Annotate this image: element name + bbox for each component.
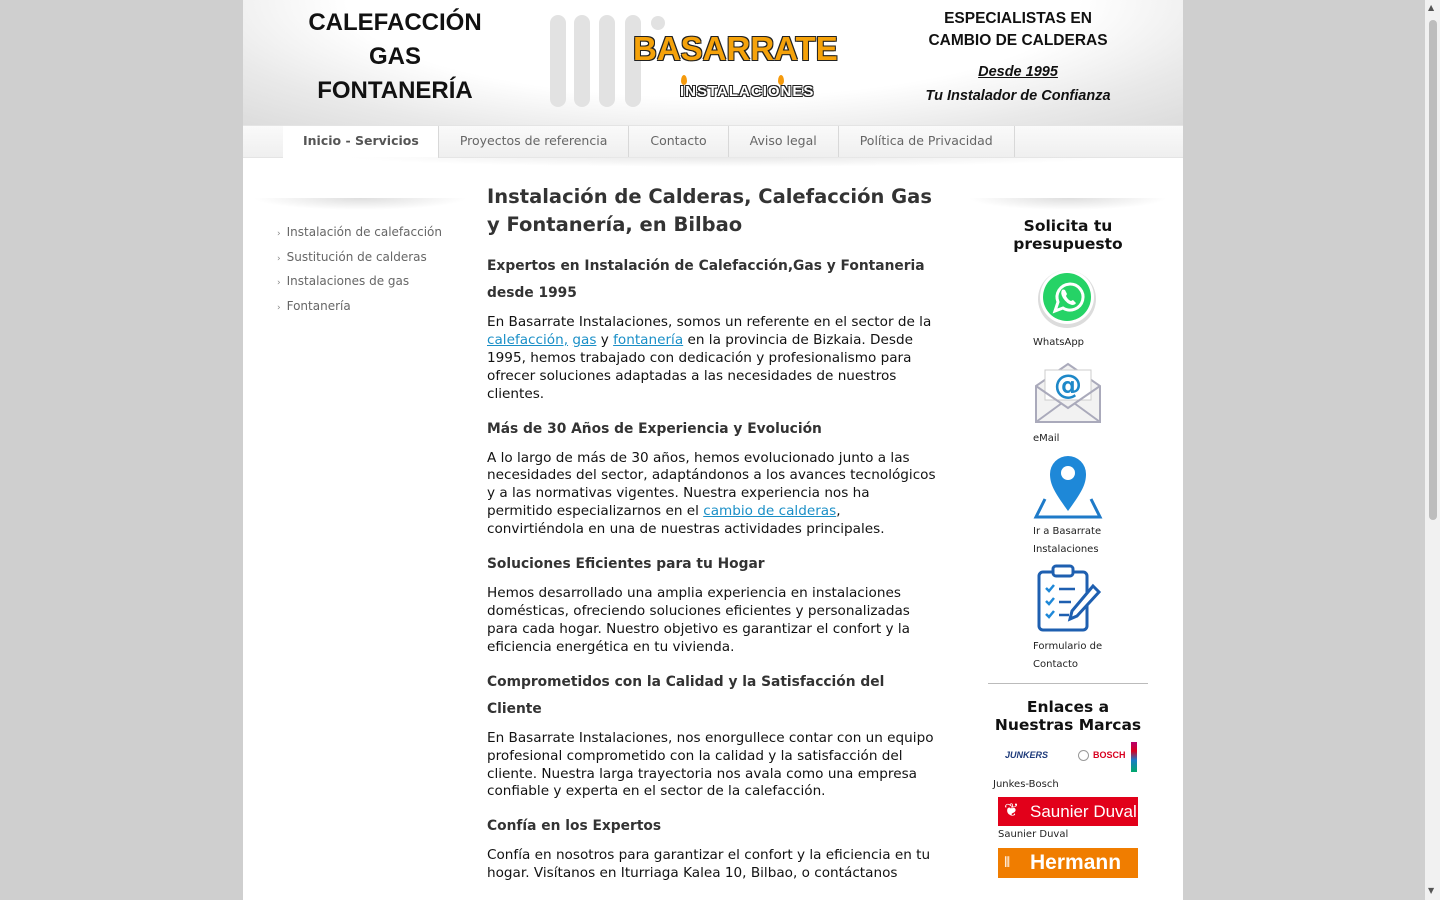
left-sidebar-menu [277,221,442,319]
experience-text: A lo largo de más de 30 años, hemos evolucionado junto a las necesidades del sector, adaptándonos a los avances tecnológicos y a las normativas vigentes. Nuestra experiencia nos ha permitido especializarnos en el [487,449,936,520]
saunier-duval-wordmark: Saunier Duval [1030,802,1137,821]
whatsapp-link[interactable] [1033,268,1143,352]
intro-text: y [596,331,614,348]
sidebar-item-gas[interactable] [277,270,442,295]
heading-experience: Más de 30 Años de Experiencia y Evolución [487,420,822,437]
junkers-wordmark: JUNKERS [1005,750,1049,760]
whatsapp-label: WhatsApp [1033,337,1085,348]
commitment-paragraph: En Basarrate Instalaciones, nos enorgullece contar con un equipo profesional comprometido con la calidad y la satisfacción del cliente. Nuestra larga trayectoria nos avala como una empresa confiable y experta en el sector de la calefacción. [487,729,934,800]
solutions-paragraph: Hemos desarrollado una amplia experiencia en instalaciones domésticas, ofreciendo soluciones eficientes y personalizadas para cada hogar. Nuestro objetivo es garantizar el confort y la eficiencia energética en tu vivienda. [487,585,910,655]
heading-solutions: Soluciones Eficientes para tu Hogar [487,556,765,573]
clipboard-form-icon [1033,564,1103,634]
nav-item-privacidad[interactable]: Política de Privacidad [839,126,1015,157]
email-link[interactable] [1033,356,1143,448]
logo-wordmark[interactable]: BASARRATE [633,30,838,67]
nav-item-aviso-legal[interactable]: Aviso legal [729,126,839,157]
intro-text: en la provincia de Bizkaia. Desde 1995, hemos trabajado con dedicación y profesionalismo para ofrecer soluciones adaptadas a las necesidades de nuestros clientes. [487,331,913,402]
tagline-line2: CAMBIO DE CALDERAS [928,32,1108,49]
scroll-down-icon[interactable]: ▼ [1428,886,1435,895]
sidebar-item-label: Fontanería [286,298,351,313]
link-calefaccion[interactable]: calefacción, [487,331,569,348]
map-label: Ir a Basarrate Instalaciones [1033,526,1102,555]
svg-text:@: @ [1054,367,1082,401]
chevron-right-icon: › [277,253,281,264]
main-content [487,183,939,883]
divider [988,683,1148,684]
left-sidebar-shadow [253,198,468,210]
header-line-plumbing: FONTANERÍA [317,77,473,104]
junkers-bosch-logo [988,742,1138,776]
chevron-right-icon: › [277,278,281,288]
nav-item-proyectos[interactable]: Proyectos de referencia [439,126,630,157]
bosch-icon [1078,750,1089,761]
sidebar-item-label: Instalaciones de gas [286,274,410,288]
bosch-wordmark: BOSCH [1093,750,1126,760]
nav-shadow [343,157,1123,167]
page-title: Instalación de Calderas, Calefacción Gas y Fontanería, en Bilbao [487,185,932,236]
tagline-line1: ESPECIALISTAS EN [944,10,1092,27]
header-line-gas: GAS [368,43,421,70]
header-services-text [293,6,497,108]
map-link[interactable] [1033,449,1143,558]
link-fontaneria[interactable]: fontanería [613,331,684,348]
experience-text: , convirtiéndola en una de nuestras actividades principales. [487,503,885,538]
site-header [243,0,1183,125]
intro-text: En Basarrate Instalaciones, somos un referente en el sector de la [487,314,932,330]
brand-hermann-link[interactable] [998,848,1148,878]
brand-label: Saunier Duval [998,829,1069,840]
flame-icon: ⦀ [1004,855,1011,871]
heading-trust: Confía en los Expertos [487,818,662,835]
sidebar-item-calefaccion[interactable] [277,221,442,246]
whatsapp-icon [1033,268,1101,330]
map-pin-icon [1033,449,1103,519]
heading-commitment: Comprometidos con la Calidad y la Satisfacción del Cliente [487,673,885,717]
experience-paragraph [487,450,939,540]
trust-paragraph: Confía en nosotros para garantizar el confort y la eficiencia en tu hogar. Visítanos en Iturriaga Kalea 10, Bilbao, o contáctanos [487,847,931,882]
scroll-up-icon[interactable]: ▲ [1428,3,1435,12]
main-nav [243,125,1183,158]
email-icon [1033,356,1103,426]
header-tagline [915,8,1121,108]
header-line-heating: CALEFACCIÓN [308,9,482,36]
saunier-duval-logo [998,797,1138,826]
form-label: Formulario de Contacto [1033,641,1103,670]
sidebar-item-label: Instalación de calefacción [286,225,442,239]
chevron-right-icon: › [277,302,281,313]
nav-item-inicio[interactable]: Inicio - Servicios [283,126,439,158]
nav-item-contacto[interactable]: Contacto [629,126,728,157]
sidebar-item-calderas[interactable] [277,246,442,271]
sidebar-item-fontaneria[interactable] [277,295,442,320]
logo-subtitle: INSTALACIONES [680,83,815,100]
brand-label: Junkes-Bosch [993,779,1059,790]
email-label: eMail [1033,432,1060,444]
page-subtitle: Expertos en Instalación de Calefacción,Gas y Fontaneria desde 1995 [487,258,925,301]
intro-paragraph [487,314,939,404]
contact-form-link[interactable] [1033,564,1143,673]
hermann-logo [998,848,1138,878]
right-sidebar [988,217,1148,878]
brands-title: Enlaces a Nuestras Marcas [994,698,1142,734]
color-bar [1131,742,1137,772]
brand-junkers-bosch-link[interactable] [988,742,1148,793]
link-gas[interactable]: gas [572,331,597,348]
page [243,0,1183,900]
scrollbar[interactable] [1425,0,1440,900]
since-year: Desde 1995 [978,64,1058,80]
chevron-right-icon: › [277,229,281,239]
link-cambio-calderas[interactable]: cambio de calderas [703,503,837,520]
sidebar-item-label: Sustitución de calderas [286,249,427,264]
brand-saunier-duval-link[interactable] [998,797,1148,843]
trust-slogan: Tu Instalador de Confianza [925,88,1111,104]
quote-title: Solicita tu presupuesto [1013,217,1123,253]
bird-icon: ❦ [1004,800,1020,821]
right-sidebar-shadow [968,198,1168,210]
scrollbar-thumb[interactable] [1429,20,1437,520]
hermann-wordmark: Hermann [1030,851,1122,874]
